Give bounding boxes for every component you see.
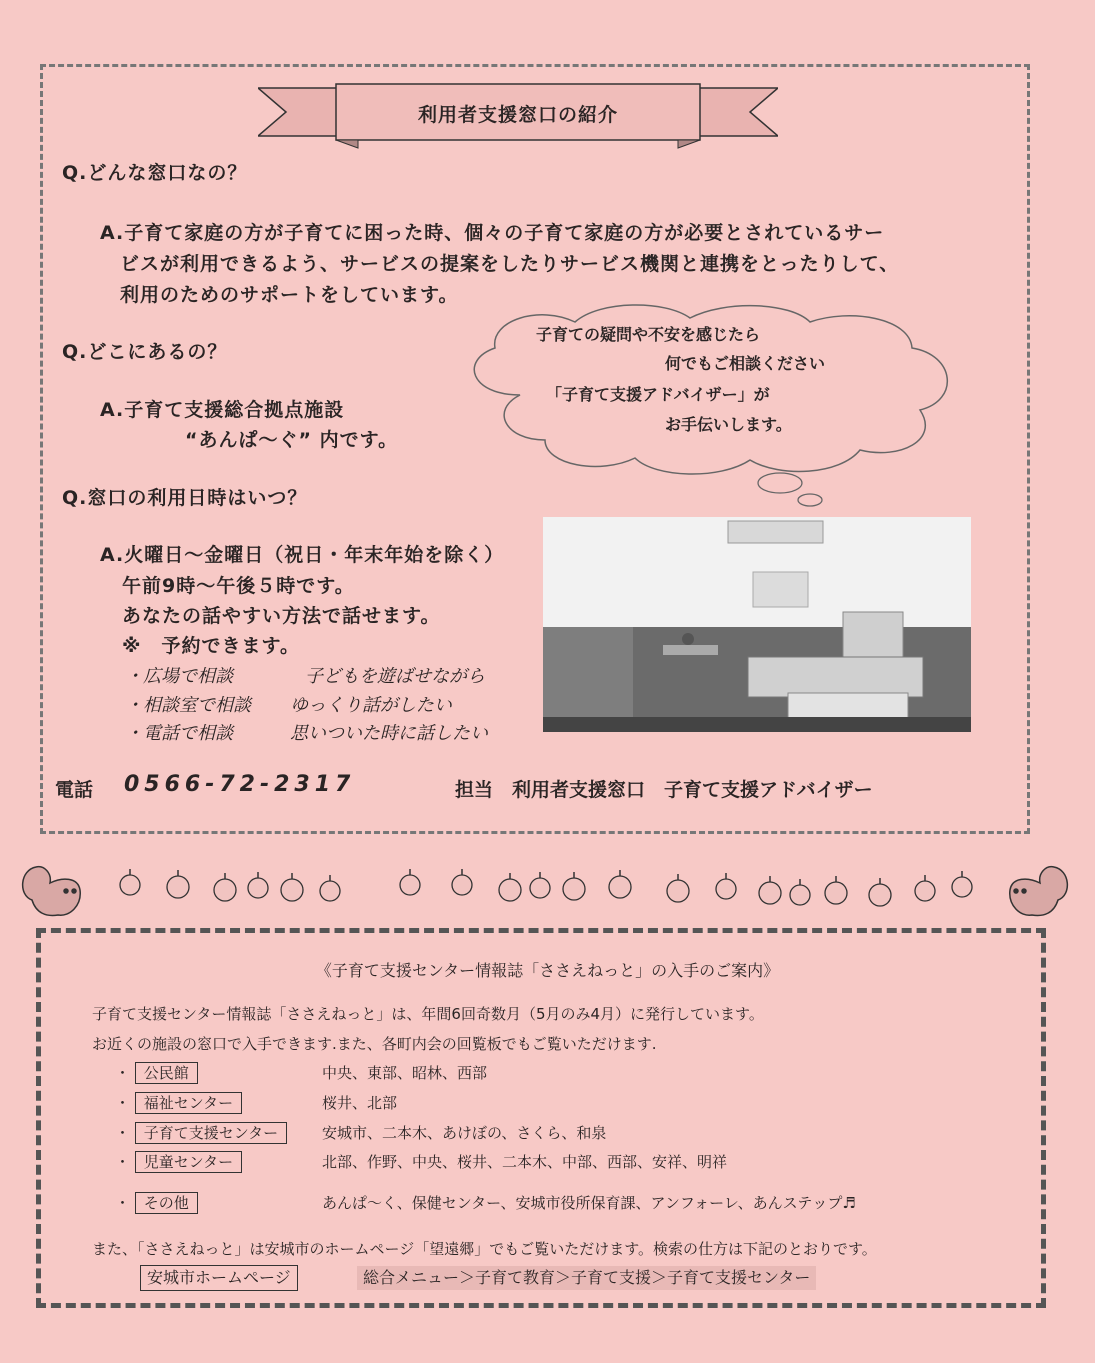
answer-3-line: あなたの話やすい方法で話せます。 bbox=[122, 605, 441, 627]
place-row: ・ 児童センター bbox=[115, 1151, 242, 1172]
info-title: 《子育て支援センター情報誌「ささえねっと」の入手のご案内》 bbox=[315, 961, 780, 980]
answer-1-line: 利用のためのサポートをしています。 bbox=[120, 284, 459, 306]
place-label: その他 bbox=[135, 1192, 198, 1214]
phone-label: 電話 bbox=[55, 779, 94, 801]
answer-1-line: ビスが利用できるよう、サービスの提案をしたりサービス機関と連携をとったりして、 bbox=[120, 253, 900, 275]
place-label: 子育て支援センター bbox=[135, 1122, 287, 1144]
place-row: ・ その他 bbox=[115, 1192, 198, 1213]
info-text: また、「ささえねっと」は安城市のホームページ「望遠郷」でもご覧いただけます。検索の仕方は下記のとおりです。 bbox=[92, 1240, 877, 1258]
answer-2-line: “あんぱ～ぐ” 内です。 bbox=[185, 429, 399, 451]
acorn-decoration-row bbox=[0, 855, 1095, 925]
cloud-text: 「子育て支援アドバイザー」が bbox=[546, 385, 770, 404]
info-text: お近くの施設の窓口で入手できます.また、各町内会の回覧板でもご覧いただけます. bbox=[92, 1035, 657, 1053]
answer-3-line: ※ 予約できます。 bbox=[122, 635, 300, 657]
place-label: 公民館 bbox=[135, 1062, 198, 1084]
contact-person: 担当 利用者支援窓口 子育て支援アドバイザー bbox=[455, 779, 873, 801]
answer-3-line: A.火曜日～金曜日（祝日・年末年始を除く） bbox=[100, 544, 505, 566]
place-label: 児童センター bbox=[135, 1151, 242, 1173]
answer-1-line: A.子育て家庭の方が子育てに困った時、個々の子育て家庭の方が必要とされているサー bbox=[100, 222, 885, 244]
question-3: Q.窓口の利用日時はいつ？ bbox=[62, 487, 308, 509]
method-description: ゆっくり話がしたい bbox=[290, 695, 452, 716]
phone-number[interactable]: 0566-72-2317 bbox=[124, 772, 356, 797]
cloud-text: 子育ての疑問や不安を感じたら bbox=[536, 325, 761, 344]
cloud-text: 何でもご相談ください bbox=[665, 354, 826, 373]
info-text: 子育て支援センター情報誌「ささえねっと」は、年間6回奇数月（5月のみ4月）に発行しています。 bbox=[92, 1005, 764, 1023]
place-locations: 中央、東部、昭林、西部 bbox=[322, 1064, 488, 1082]
consultation-room-photo bbox=[543, 517, 971, 732]
method-label: ・相談室で相談 bbox=[125, 695, 251, 716]
place-locations: 北部、作野、中央、桜井、二本木、中部、西部、安祥、明祥 bbox=[322, 1153, 728, 1171]
place-label: 福祉センター bbox=[135, 1092, 242, 1114]
method-description: 思いついた時に話したい bbox=[290, 723, 488, 744]
place-locations: 桜井、北部 bbox=[322, 1094, 398, 1112]
cloud-text: お手伝いします。 bbox=[665, 415, 792, 434]
place-locations: 安城市、二本木、あけぼの、さくら、和泉 bbox=[322, 1124, 607, 1142]
place-row: ・ 福祉センター bbox=[115, 1092, 242, 1113]
place-row: ・ 公民館 bbox=[115, 1062, 198, 1083]
squirrel-icon bbox=[23, 867, 81, 916]
homepage-label[interactable]: 安城市ホームページ bbox=[140, 1265, 298, 1291]
method-label: ・電話で相談 bbox=[125, 723, 233, 744]
squirrel-icon bbox=[1010, 867, 1068, 916]
place-row: ・ 子育て支援センター bbox=[115, 1122, 287, 1143]
answer-3-line: 午前9時～午後５時です。 bbox=[122, 575, 355, 597]
answer-2-line: A.子育て支援総合拠点施設 bbox=[100, 399, 345, 421]
question-1: Q.どんな窓口なの？ bbox=[62, 162, 248, 184]
homepage-nav-path: 総合メニュー＞子育て教育＞子育て支援＞子育て支援センター bbox=[357, 1266, 816, 1290]
question-2: Q.どこにあるの？ bbox=[62, 341, 228, 363]
method-description: 子どもを遊ばせながら bbox=[305, 666, 485, 687]
section-title: 利用者支援窓口の紹介 bbox=[417, 104, 618, 126]
method-label: ・広場で相談 bbox=[125, 666, 233, 687]
place-locations: あんぱ～く、保健センター、安城市役所保育課、アンフォーレ、あんステップ♬ bbox=[322, 1194, 856, 1212]
